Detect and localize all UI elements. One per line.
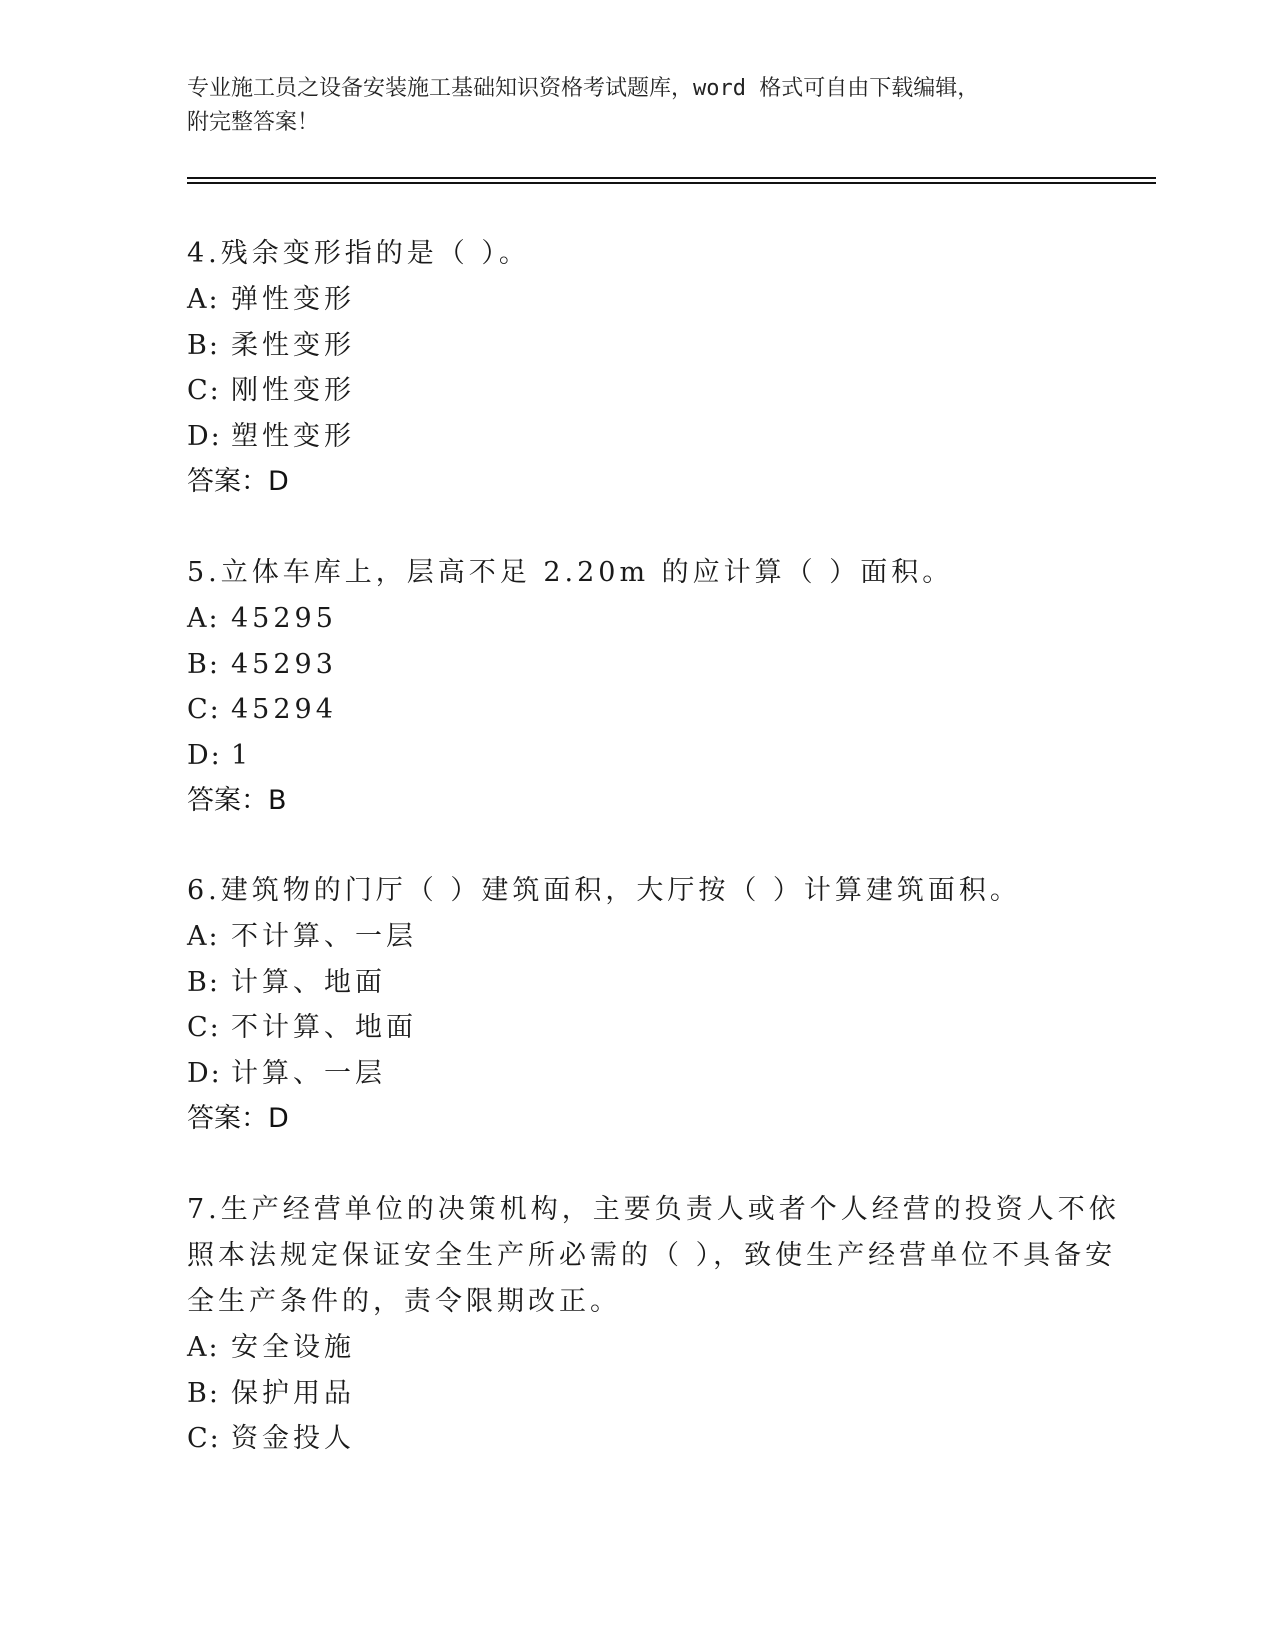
option-d xyxy=(187,733,1087,779)
question-6 xyxy=(187,868,1087,1142)
option-letter: C: xyxy=(187,1012,221,1043)
option-text: 保护用品 xyxy=(231,1377,355,1409)
option-b xyxy=(187,960,1087,1006)
option-letter: B: xyxy=(187,966,220,998)
question-text-line-1: 7.生产经营单位的决策机构，主要负责人或者个人经营的投资人不依 xyxy=(187,1194,1120,1225)
option-c xyxy=(187,1005,1087,1051)
option-letter: A: xyxy=(187,603,220,634)
option-text: 资金投人 xyxy=(231,1423,355,1454)
option-text: 45294 xyxy=(231,694,337,725)
document-header xyxy=(187,72,1087,140)
option-letter: C: xyxy=(187,694,221,725)
option-b xyxy=(187,323,1087,369)
option-c xyxy=(187,1416,1087,1462)
question-4 xyxy=(187,231,1087,505)
option-a xyxy=(187,1325,1087,1371)
question-text: 6.建筑物的门厅（ ）建筑面积，大厅按（ ）计算建筑面积。 xyxy=(187,875,1021,906)
header-title-line-2: 附完整答案！ xyxy=(187,110,320,135)
option-text: 刚性变形 xyxy=(231,375,355,406)
question-text-line-3: 全生产条件的，责令限期改正。 xyxy=(187,1286,621,1317)
option-text: 安全设施 xyxy=(231,1332,355,1363)
header-divider-top xyxy=(187,177,1156,179)
option-letter: B: xyxy=(187,648,220,680)
option-text: 45293 xyxy=(231,648,337,680)
answer-line: 答案：D xyxy=(187,466,289,497)
option-b xyxy=(187,1371,1087,1417)
option-text: 计算、一层 xyxy=(231,1057,386,1089)
header-title-line-1: 专业施工员之设备安装施工基础知识资格考试题库，word 格式可自由下载编辑， xyxy=(187,76,980,101)
header-divider-bottom xyxy=(187,182,1156,184)
option-letter: D: xyxy=(187,1057,222,1089)
question-text: 4.残余变形指的是（ ）。 xyxy=(187,238,530,269)
option-text: 1 xyxy=(231,739,253,771)
option-letter: B: xyxy=(187,1377,220,1409)
option-b xyxy=(187,642,1087,688)
answer-line: 答案：B xyxy=(187,785,287,816)
question-text: 5.立体车库上，层高不足 2.20m 的应计算（ ）面积。 xyxy=(187,557,954,588)
option-d xyxy=(187,1051,1087,1097)
option-a xyxy=(187,277,1087,323)
option-letter: C: xyxy=(187,375,221,406)
option-a xyxy=(187,596,1087,642)
option-c xyxy=(187,687,1087,733)
option-a xyxy=(187,914,1087,960)
option-text: 弹性变形 xyxy=(231,284,355,315)
option-letter: A: xyxy=(187,284,220,315)
option-text: 不计算、地面 xyxy=(231,1012,417,1043)
option-text: 不计算、一层 xyxy=(231,921,417,952)
option-c xyxy=(187,368,1087,414)
question-5 xyxy=(187,550,1087,824)
option-text: 计算、地面 xyxy=(231,966,386,998)
option-letter: D: xyxy=(187,420,222,452)
option-text: 塑性变形 xyxy=(231,420,355,452)
option-text: 45295 xyxy=(231,603,337,634)
question-7 xyxy=(187,1187,1120,1462)
option-letter: C: xyxy=(187,1423,221,1454)
option-letter: A: xyxy=(187,1332,220,1363)
option-letter: D: xyxy=(187,739,222,771)
option-text: 柔性变形 xyxy=(231,329,355,361)
question-text-line-2: 照本法规定保证安全生产所必需的（ ），致使生产经营单位不具备安 xyxy=(187,1240,1117,1271)
option-letter: A: xyxy=(187,921,220,952)
option-letter: B: xyxy=(187,329,220,361)
option-d xyxy=(187,414,1087,460)
answer-line: 答案：D xyxy=(187,1103,289,1134)
